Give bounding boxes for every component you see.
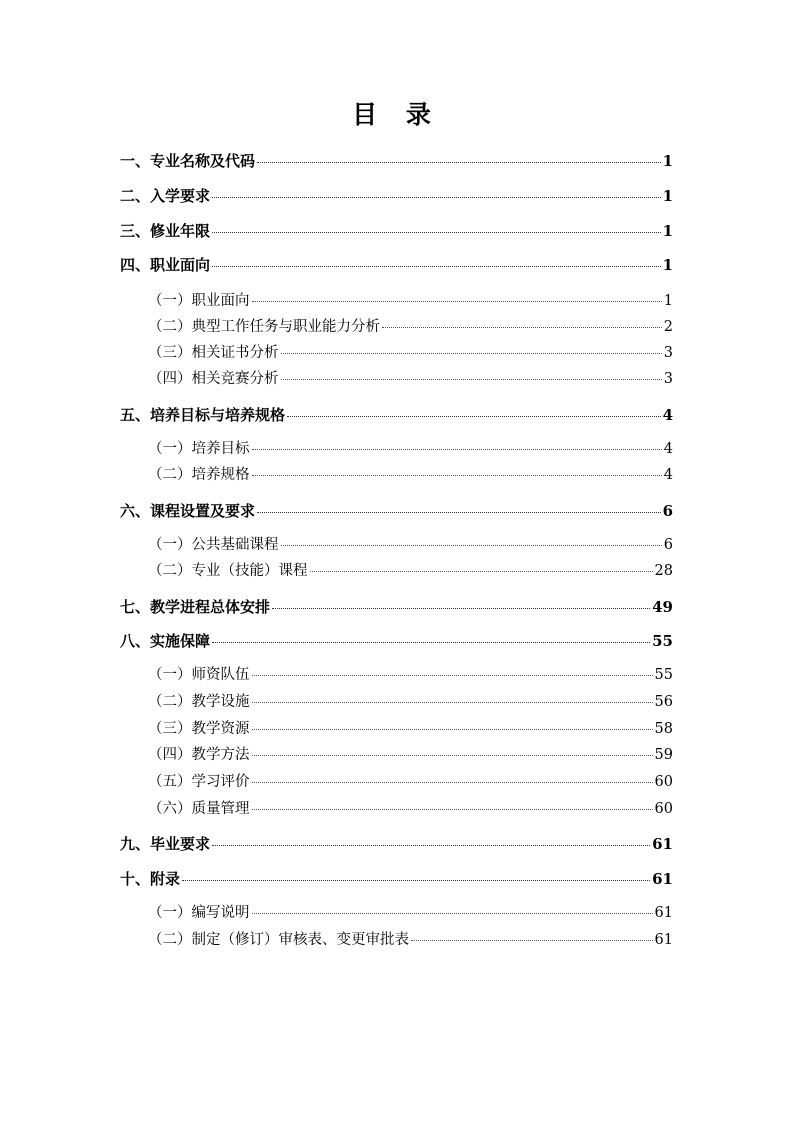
toc-entry-page-number: 3 — [663, 371, 673, 387]
toc-entry-label: （一）职业面向 — [148, 293, 250, 309]
toc-dot-leader — [257, 161, 661, 163]
toc-entry-page-number: 61 — [654, 905, 673, 921]
toc-entry-section[interactable] — [120, 185, 673, 207]
toc-entry-label: （四）相关竞赛分析 — [148, 371, 279, 387]
toc-dot-leader — [252, 674, 653, 676]
toc-dot-leader — [212, 231, 661, 233]
toc-entry-subsection[interactable] — [148, 464, 673, 486]
toc-entry-page-number: 1 — [662, 152, 673, 170]
toc-entry-subsection[interactable] — [148, 290, 673, 312]
toc-entry-page-number: 61 — [654, 932, 673, 948]
toc-entry-page-number: 2 — [663, 319, 673, 335]
toc-entry-page-number: 56 — [654, 694, 673, 710]
toc-dot-leader — [252, 808, 653, 810]
toc-entry-section[interactable] — [120, 833, 673, 855]
toc-entry-label: （二）培养规格 — [148, 467, 250, 483]
toc-dot-leader — [252, 728, 653, 730]
toc-dot-leader — [212, 196, 661, 198]
toc-entry-section[interactable] — [120, 868, 673, 890]
toc-dot-leader — [272, 607, 650, 609]
toc-dot-leader — [252, 300, 662, 302]
toc-entry-page-number: 1 — [662, 256, 673, 274]
toc-entry-section[interactable] — [120, 596, 673, 618]
toc-entry-page-number: 6 — [663, 537, 673, 553]
toc-entry-page-number: 55 — [652, 632, 673, 650]
toc-entry-label: 九、毕业要求 — [120, 835, 211, 853]
toc-entry-label: 十、附录 — [120, 870, 181, 888]
toc-entry-page-number: 55 — [654, 667, 673, 683]
toc-entry-section[interactable] — [120, 150, 673, 172]
toc-dot-leader — [252, 912, 653, 914]
toc-dot-leader — [257, 511, 661, 513]
toc-entry-label: 七、教学进程总体安排 — [120, 598, 271, 616]
toc-entry-subsection[interactable] — [148, 368, 673, 390]
toc-entry-page-number: 49 — [652, 598, 673, 616]
toc-entry-section[interactable] — [120, 404, 673, 426]
toc-entry-label: （一）师资队伍 — [148, 667, 250, 683]
toc-entry-section[interactable] — [120, 630, 673, 652]
toc-entry-label: （二）制定（修订）审核表、变更审批表 — [148, 932, 409, 948]
toc-entry-label: 三、修业年限 — [120, 222, 211, 240]
toc-entry-subsection[interactable] — [148, 342, 673, 364]
toc-entry-subsection[interactable] — [148, 438, 673, 460]
toc-entry-page-number: 61 — [652, 870, 673, 888]
toc-entry-page-number: 28 — [654, 563, 673, 579]
toc-dot-leader — [252, 754, 653, 756]
toc-dot-leader — [182, 879, 650, 881]
toc-entry-subsection[interactable] — [148, 691, 673, 713]
toc-entry-subsection[interactable] — [148, 744, 673, 766]
toc-entry-label: 八、实施保障 — [120, 632, 211, 650]
toc-entry-label: （二）教学设施 — [148, 694, 250, 710]
toc-entry-label: （一）公共基础课程 — [148, 537, 279, 553]
toc-entry-label: （六）质量管理 — [148, 801, 250, 817]
toc-entry-page-number: 6 — [662, 502, 673, 520]
toc-dot-leader — [252, 781, 653, 783]
toc-dot-leader — [411, 939, 653, 941]
toc-dot-leader — [212, 641, 650, 643]
toc-entry-subsection[interactable] — [148, 316, 673, 338]
toc-entry-label: 五、培养目标与培养规格 — [120, 406, 286, 424]
toc-entry-label: （三）相关证书分析 — [148, 345, 279, 361]
toc-entry-subsection[interactable] — [148, 534, 673, 556]
toc-entry-label: （三）教学资源 — [148, 721, 250, 737]
toc-entry-subsection[interactable] — [148, 798, 673, 820]
toc-title: 目 录 — [352, 100, 441, 129]
toc-entry-page-number: 4 — [662, 406, 673, 424]
toc-entry-section[interactable] — [120, 254, 673, 276]
toc-entry-page-number: 58 — [654, 721, 673, 737]
toc-entry-subsection[interactable] — [148, 718, 673, 740]
toc-entry-label: （二）典型工作任务与职业能力分析 — [148, 319, 380, 335]
toc-entry-label: 一、专业名称及代码 — [120, 152, 256, 170]
toc-entry-label: 四、职业面向 — [120, 256, 211, 274]
toc-entry-subsection[interactable] — [148, 560, 673, 582]
toc-entry-subsection[interactable] — [148, 929, 673, 951]
toc-entry-subsection[interactable] — [148, 771, 673, 793]
toc-dot-leader — [252, 474, 662, 476]
toc-dot-leader — [287, 415, 661, 417]
toc-dot-leader — [382, 326, 662, 328]
toc-dot-leader — [252, 701, 653, 703]
toc-dot-leader — [212, 844, 650, 846]
toc-entry-subsection[interactable] — [148, 664, 673, 686]
toc-dot-leader — [281, 378, 662, 380]
toc-entry-subsection[interactable] — [148, 902, 673, 924]
toc-dot-leader — [281, 352, 662, 354]
toc-entry-page-number: 1 — [663, 293, 673, 309]
toc-entry-label: （二）专业（技能）课程 — [148, 563, 308, 579]
toc-dot-leader — [310, 570, 653, 572]
toc-entry-page-number: 60 — [654, 801, 673, 817]
toc-entry-label: 六、课程设置及要求 — [120, 502, 256, 520]
toc-entry-label: （一）培养目标 — [148, 441, 250, 457]
toc-entry-page-number: 1 — [662, 187, 673, 205]
toc-entry-page-number: 59 — [654, 747, 673, 763]
toc-entry-label: （五）学习评价 — [148, 774, 250, 790]
toc-entry-label: （一）编写说明 — [148, 905, 250, 921]
toc-entry-label: （四）教学方法 — [148, 747, 250, 763]
toc-entry-label: 二、入学要求 — [120, 187, 211, 205]
toc-entry-section[interactable] — [120, 500, 673, 522]
toc-dot-leader — [252, 448, 662, 450]
toc-entry-page-number: 3 — [663, 345, 673, 361]
toc-entry-page-number: 4 — [663, 441, 673, 457]
toc-entry-page-number: 4 — [663, 467, 673, 483]
toc-dot-leader — [281, 544, 662, 546]
toc-entry-section[interactable] — [120, 220, 673, 242]
toc-dot-leader — [212, 265, 661, 267]
toc-entry-page-number: 1 — [662, 222, 673, 240]
toc-entry-page-number: 60 — [654, 774, 673, 790]
toc-entry-page-number: 61 — [652, 835, 673, 853]
